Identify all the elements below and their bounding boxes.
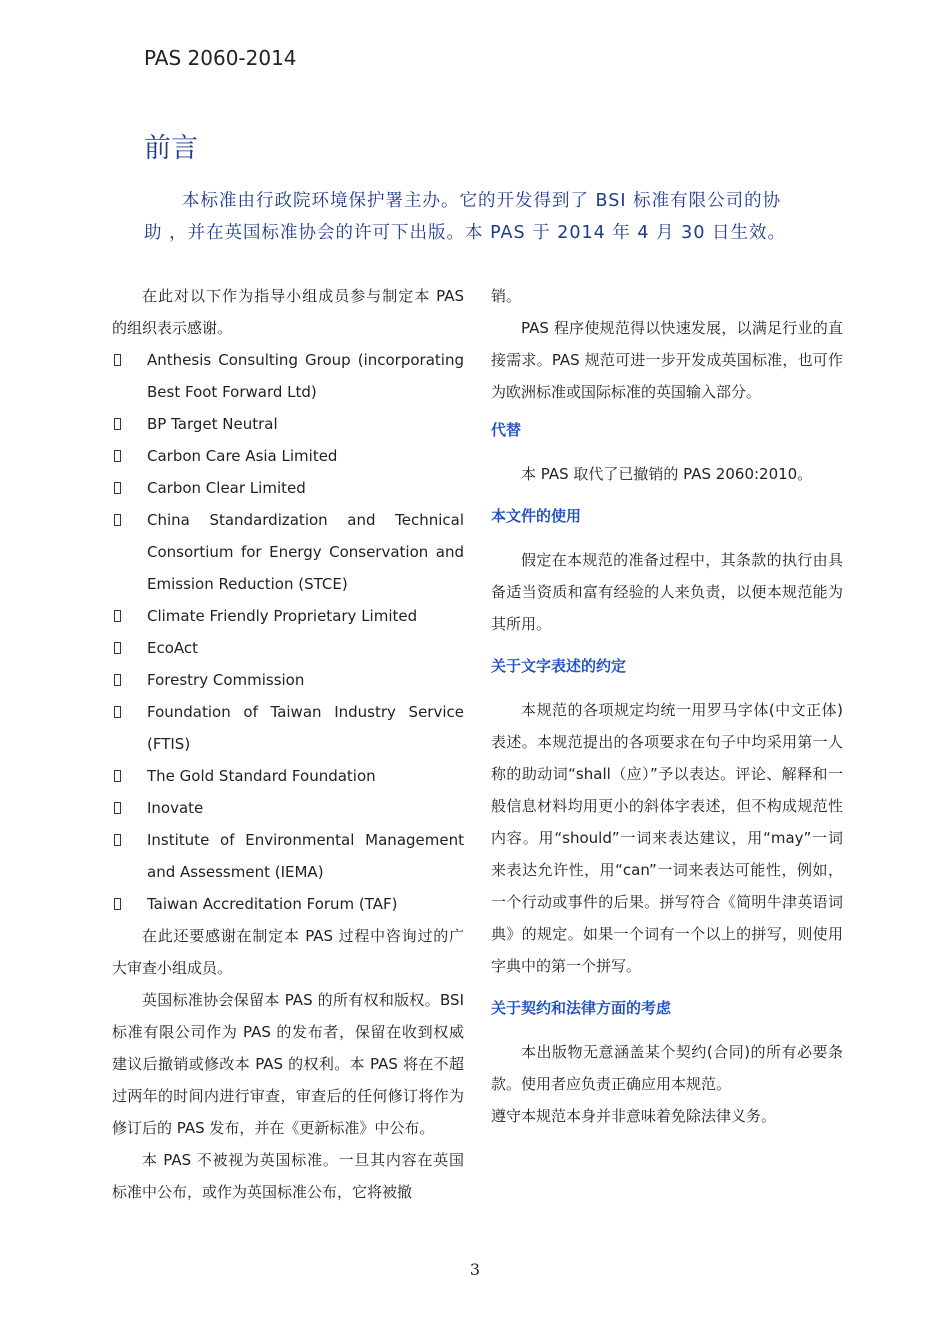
- not-british-standard-paragraph: 本 PAS 不被视为英国标准。一旦其内容在英国标准中公布，或作为英国标准公布，它将被撤: [112, 1151, 464, 1201]
- list-item: Climate Friendly Proprietary Limited: [112, 600, 464, 632]
- use-of-document-heading: 本文件的使用: [491, 507, 582, 525]
- list-item: Carbon Care Asia Limited: [112, 440, 464, 472]
- left-column: [112, 280, 464, 1208]
- list-item: EcoAct: [112, 632, 464, 664]
- intro-line-2: 助 ，并在英国标准协会的许可下出版。本 PAS 于 2014 年 4 月 30 日生效。: [144, 223, 787, 243]
- page-number: 3: [469, 1260, 481, 1279]
- supersession-heading: 代替: [491, 421, 522, 439]
- contractual-legal-heading: 关于契约和法律方面的考虑: [491, 999, 672, 1017]
- list-item: Anthesis Consulting Group (incorporating Best Foot Forward Ltd): [112, 344, 464, 408]
- list-item: Forestry Commission: [112, 664, 464, 696]
- list-item: Institute of Environmental Management and Assessment (IEMA): [112, 824, 464, 888]
- pas-process-paragraph: PAS 程序使规范得以快速发展，以满足行业的直接需求。PAS 规范可进一步开发成英国标准，也可作为欧洲标准或国际标准的英国输入部分。: [491, 319, 843, 401]
- foreword-title: 前言: [144, 133, 198, 164]
- presentational-conventions-text: 本规范的各项规定均统一用罗马字体(中文正体)表述。本规范提出的各项要求在句子中均采用第一人称的助动词“shall（应）”予以表达。评论、解释和一般信息材料均用更小的斜体字表述，但不构成规范性内容。用“should”一词来表达建议，用“may”一词来表达允许性，用“can”一词来表达可能性，例如，一个行动或事件的后果。拼写符合《简明牛津英语词典》的规定。如果一个词有一个以上的拼写，则使用字典中的第一个拼写。: [491, 701, 843, 975]
- list-item: BP Target Neutral: [112, 408, 464, 440]
- legal-obligations-text: 遵守本规范本身并非意味着免除法律义务。: [491, 1107, 777, 1125]
- list-item: Taiwan Accreditation Forum (TAF): [112, 888, 464, 920]
- supersession-text: 本 PAS 取代了已撤销的 PAS 2060:2010。: [521, 465, 813, 483]
- right-column: [491, 280, 843, 1132]
- list-item: Carbon Clear Limited: [112, 472, 464, 504]
- contractual-legal-text: 本出版物无意涵盖某个契约(合同)的所有必要条款。使用者应负责正确应用本规范。: [491, 1043, 843, 1093]
- intro-line-1: 本标准由行政院环境保护署主办。它的开发得到了 BSI 标准有限公司的协: [182, 191, 782, 211]
- review-panel-thanks: 在此还要感谢在制定本 PAS 过程中咨询过的广大审查小组成员。: [112, 927, 464, 977]
- acknowledgement-intro: 在此对以下作为指导小组成员参与制定本 PAS 的组织表示感谢。: [112, 287, 464, 337]
- foreword-intro: [144, 185, 824, 249]
- copyright-paragraph: 英国标准协会保留本 PAS 的所有权和版权。BSI 标准有限公司作为 PAS 的发布者，保留在收到权威建议后撤销或修改本 PAS 的权利。本 PAS 将在不超过两年的时间内进行审查，审查后的任何修订将作为修订后的 PAS 发布，并在《更新标准》中公布。: [112, 991, 464, 1137]
- presentational-conventions-heading: 关于文字表述的约定: [491, 657, 627, 675]
- use-of-document-text: 假定在本规范的准备过程中，其条款的执行由具备适当资质和富有经验的人来负责，以便本规范能为其所用。: [491, 551, 843, 633]
- list-item: Inovate: [112, 792, 464, 824]
- list-item: Foundation of Taiwan Industry Service (FTIS): [112, 696, 464, 760]
- continued-text: 销。: [491, 287, 522, 305]
- steering-group-list: [112, 344, 464, 920]
- list-item: The Gold Standard Foundation: [112, 760, 464, 792]
- list-item: China Standardization and Technical Consortium for Energy Conservation and Emission Reduction (STCE): [112, 504, 464, 600]
- document-code: PAS 2060-2014: [144, 46, 297, 70]
